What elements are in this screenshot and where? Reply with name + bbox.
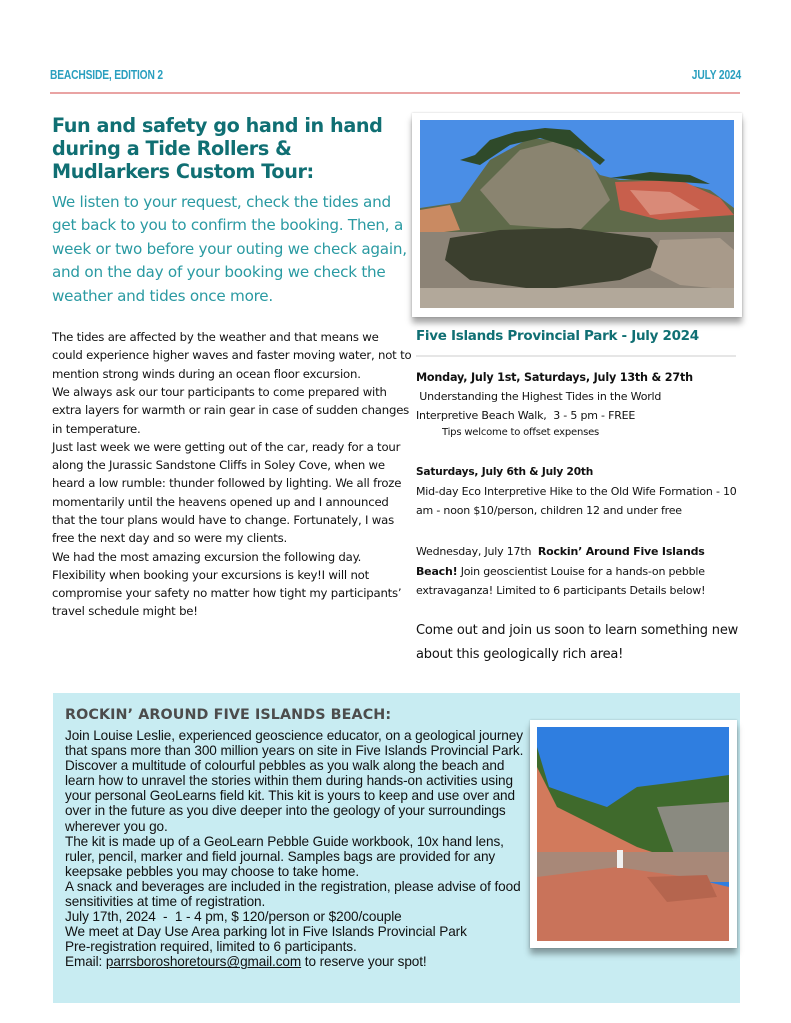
rockin-paragraph: The kit is made up of a GeoLearn Pebble Guide workbook, 10x hand lens, ruler, pencil, marker and field journal. Samples bags are provided for any keepsake pebbles you may choose to take home. xyxy=(65,833,504,879)
park-section-title: Five Islands Provincial Park - July 2024 xyxy=(416,328,699,344)
event-tides-walk xyxy=(416,368,746,441)
event-eco-hike xyxy=(416,463,746,520)
rockin-paragraph: July 17th, 2024 - 1 - 4 pm, $ 120/person or $200/couple xyxy=(65,909,402,925)
article-body: The tides are affected by the weather and that means we could experience higher waves and faster moving water, not to mention strong winds during an ocean floor excursion. We always ask our tour participants to come prepared with extra layers for warmth or rain gear in case of sudden changes in temperature. Just last week we were getting out of the car, ready for a tour along the Jurassic Sandstone Cliffs in Soley Cove, when we heard a low rumble: thunder followed by lighting. We all froze momentarily until the heavens opened up and I announced that the tour plans would have to change. Fortunately, I was free the next day and so were my clients. We had the most amazing excursion the following day. Flexibility when booking your excursions is key!I will not compromise your safety no matter how tight my participants’ travel schedule might be! xyxy=(52,330,412,619)
newsletter-edition: BEACHSIDE, EDITION 2 xyxy=(50,68,163,82)
event-rockin-feature xyxy=(416,542,746,601)
rockin-around-panel xyxy=(53,693,740,1003)
newsletter-date: JULY 2024 xyxy=(691,68,741,82)
article-column xyxy=(52,114,412,621)
rockin-paragraph: Pre-registration required, limited to 6 participants. xyxy=(65,939,357,955)
event-title: Monday, July 1st, Saturdays, July 13th & 27th xyxy=(416,371,693,384)
header-divider xyxy=(50,92,740,94)
rockin-details xyxy=(65,728,535,970)
feature-date: Wednesday, July 17th xyxy=(416,545,538,558)
event-description-line: Understanding the Highest Tides in the World xyxy=(416,390,662,403)
rockin-paragraph: Join Louise Leslie, experienced geoscience educator, on a geological journey that spans more than 300 million years on site in Five Islands Provincial Park. Discover a multitude of colourful pebbles as you walk along the beach and learn how to unravel the stories within them during hands-on activities using your personal GeoLearns field kit. This kit is yours to keep and use over and over in the future as you dive deeper into the geology of your surroundings wherever you go. xyxy=(65,728,524,834)
article-lead: We listen to your request, check the tides and get back to you to confirm the booking. Then, a week or two before your outing we check again, and on the day of your booking we check the weather and tides once more. xyxy=(52,193,407,305)
email-link[interactable]: parrsboroshoretours@gmail.com xyxy=(105,954,302,970)
article-headline: Fun and safety go hand in hand during a Tide Rollers & Mudlarkers Custom Tour: xyxy=(52,114,383,183)
beach-image xyxy=(537,727,729,941)
email-prefix: Email: xyxy=(65,954,106,970)
rockin-paragraph: We meet at Day Use Area parking lot in Five Islands Provincial Park xyxy=(65,924,467,940)
five-islands-cliff-photo xyxy=(412,113,742,317)
closing-invitation: Come out and join us soon to learn something new about this geologically rich area! xyxy=(416,622,739,662)
park-section-divider xyxy=(416,355,736,357)
rockin-email-line xyxy=(65,954,535,969)
event-description-line: Mid-day Eco Interpretive Hike to the Old Wife Formation - 10 am - noon $10/person, children 12 and under free xyxy=(416,485,737,517)
cliff-image xyxy=(420,120,734,308)
event-title: Saturdays, July 6th & July 20th xyxy=(416,466,594,478)
events-column xyxy=(416,368,746,667)
email-suffix: to reserve your spot! xyxy=(301,954,427,970)
feature-text: Join geoscientist Louise for a hands-on pebble extravaganza! Limited to 6 participants Details below! xyxy=(416,564,706,597)
event-description-line: Interpretive Beach Walk, 3 - 5 pm - FREE xyxy=(416,409,636,422)
event-tip-note: Tips welcome to offset expenses xyxy=(442,427,600,438)
rockin-title: ROCKIN’ AROUND FIVE ISLANDS BEACH: xyxy=(65,707,392,723)
feature-title: Rockin’ Around Five Islands Beach! xyxy=(416,545,705,578)
red-beach-photo xyxy=(530,720,737,948)
rockin-paragraph: A snack and beverages are included in the registration, please advise of food sensitivities at time of registration. xyxy=(65,878,521,910)
